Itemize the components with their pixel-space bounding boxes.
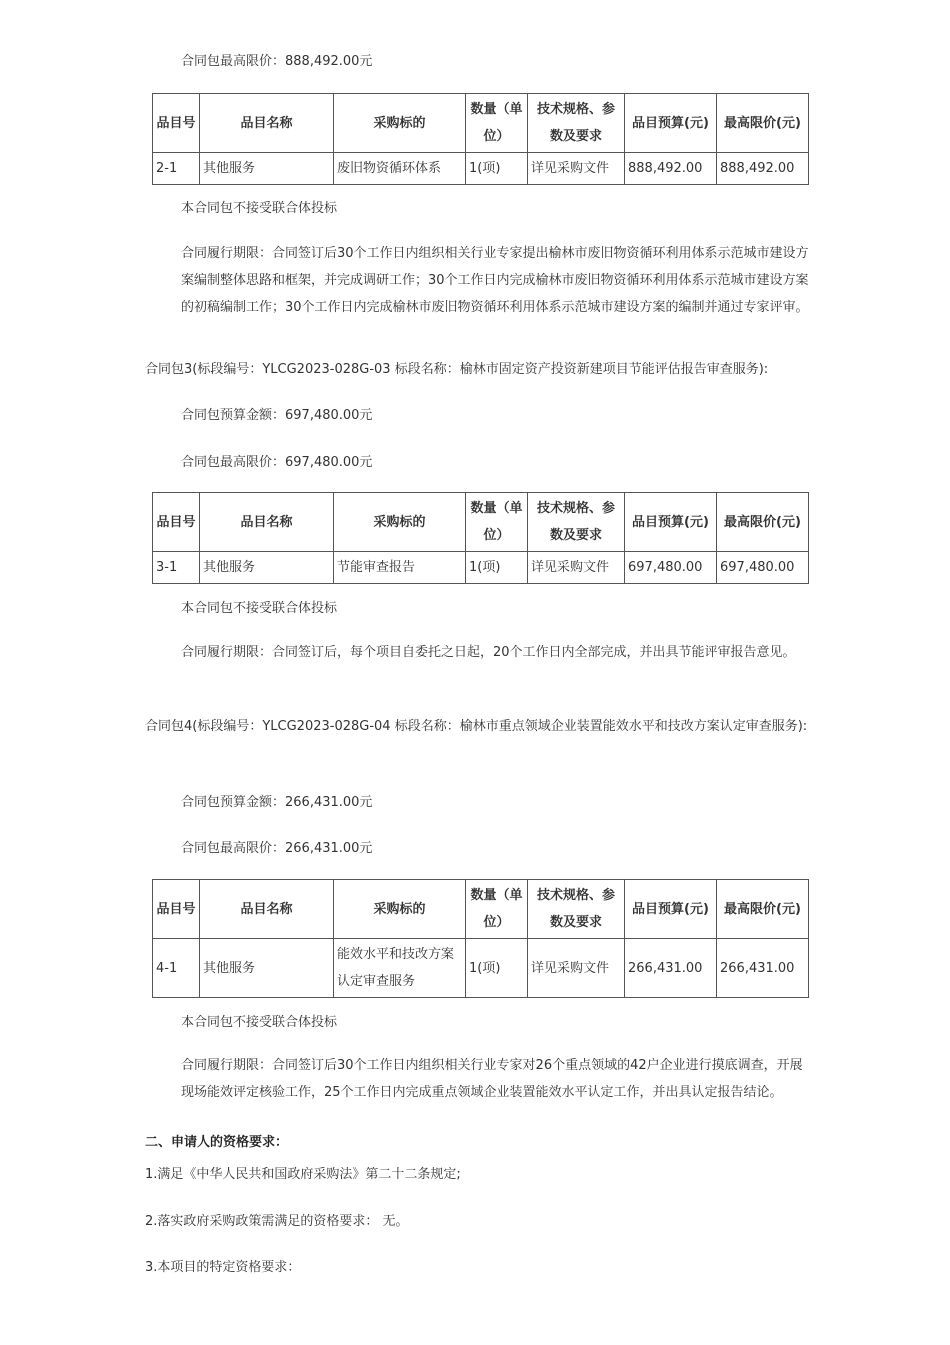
pkg4-period-text: 合同履行期限：合同签订后30个工作日内组织相关行业专家对26个重点领域的42户企业进行摸底调查，开展现场能效评定核验工作，25个工作日内完成重点领域企业装置能效水平认定工作，并出具认定报告结论。 (181, 1058, 803, 1100)
cell-item-name: 其他服务 (200, 939, 334, 998)
qualification-item-2: 2.落实政府采购政策需满足的资格要求： 无。 (145, 1214, 409, 1229)
table-row (153, 153, 809, 185)
table-header-row (153, 493, 809, 552)
pkg2-period-text: 合同履行期限：合同签订后30个工作日内组织相关行业专家提出榆林市废旧物资循环利用体系示范城市建设方案编制整体思路和框架，并完成调研工作；30个工作日内完成榆林市废旧物资循环利用体系示范城市建设方案的初稿编制工作；30个工作日内完成榆林市废旧物资循环利用体系示范城市建设方案的编制并通过专家评审。 (181, 246, 809, 315)
col-procure-target: 采购标的 (334, 493, 466, 552)
col-spec: 技术规格、参数及要求 (528, 493, 625, 552)
pkg3-no-consortium: 本合同包不接受联合体投标 (181, 601, 338, 616)
col-budget: 品目预算(元) (625, 880, 717, 939)
cell-spec: 详见采购文件 (528, 153, 625, 185)
cell-spec: 详见采购文件 (528, 552, 625, 584)
col-max-price: 最高限价(元) (717, 94, 809, 153)
col-spec: 技术规格、参数及要求 (528, 880, 625, 939)
col-item-name: 品目名称 (200, 94, 334, 153)
cell-item-name: 其他服务 (200, 153, 334, 185)
pkg3-max-price: 合同包最高限价：697,480.00元 (181, 455, 373, 470)
pkg3-contract-period (145, 639, 815, 666)
table-header-row (153, 880, 809, 939)
qualification-item-3: 3.本项目的特定资格要求： (145, 1260, 301, 1275)
cell-quantity: 1(项) (466, 153, 528, 185)
col-budget: 品目预算(元) (625, 94, 717, 153)
cell-quantity: 1(项) (466, 552, 528, 584)
col-item-no: 品目号 (153, 880, 200, 939)
pkg2-item-table (152, 93, 809, 185)
cell-item-name: 其他服务 (200, 552, 334, 584)
cell-item-no: 2-1 (153, 153, 200, 185)
table-row (153, 552, 809, 584)
pkg3-item-table (152, 492, 809, 584)
pkg4-budget: 合同包预算金额：266,431.00元 (181, 795, 373, 810)
pkg4-max-price: 合同包最高限价：266,431.00元 (181, 841, 373, 856)
pkg3-period-text: 合同履行期限：合同签订后，每个项目自委托之日起，20个工作日内全部完成，并出具节能评审报告意见。 (181, 645, 796, 660)
col-item-name: 品目名称 (200, 493, 334, 552)
cell-quantity: 1(项) (466, 939, 528, 998)
col-item-no: 品目号 (153, 94, 200, 153)
col-item-name: 品目名称 (200, 880, 334, 939)
pkg3-budget: 合同包预算金额：697,480.00元 (181, 408, 373, 423)
cell-max-price: 888,492.00 (717, 153, 809, 185)
col-procure-target: 采购标的 (334, 880, 466, 939)
cell-budget: 697,480.00 (625, 552, 717, 584)
cell-spec: 详见采购文件 (528, 939, 625, 998)
col-quantity: 数量（单位） (466, 880, 528, 939)
cell-item-no: 3-1 (153, 552, 200, 584)
col-procure-target: 采购标的 (334, 94, 466, 153)
cell-item-no: 4-1 (153, 939, 200, 998)
cell-max-price: 266,431.00 (717, 939, 809, 998)
pkg4-heading: 合同包4(标段编号：YLCG2023-028G-04 标段名称：榆林市重点领域企业装置能效水平和技改方案认定审查服务): (145, 719, 808, 734)
pkg4-item-table (152, 879, 809, 998)
cell-budget: 888,492.00 (625, 153, 717, 185)
cell-procure-target: 节能审查报告 (334, 552, 466, 584)
qualification-item-1: 1.满足《中华人民共和国政府采购法》第二十二条规定; (145, 1167, 461, 1182)
col-budget: 品目预算(元) (625, 493, 717, 552)
pkg2-max-price: 合同包最高限价：888,492.00元 (181, 54, 373, 69)
cell-max-price: 697,480.00 (717, 552, 809, 584)
pkg2-no-consortium: 本合同包不接受联合体投标 (181, 201, 338, 216)
cell-budget: 266,431.00 (625, 939, 717, 998)
cell-procure-target: 能效水平和技改方案认定审查服务 (334, 939, 466, 998)
col-item-no: 品目号 (153, 493, 200, 552)
table-header-row (153, 94, 809, 153)
col-quantity: 数量（单位） (466, 493, 528, 552)
col-spec: 技术规格、参数及要求 (528, 94, 625, 153)
col-quantity: 数量（单位） (466, 94, 528, 153)
cell-procure-target: 废旧物资循环体系 (334, 153, 466, 185)
pkg3-heading: 合同包3(标段编号：YLCG2023-028G-03 标段名称：榆林市固定资产投资新建项目节能评估报告审查服务): (145, 362, 769, 377)
col-max-price: 最高限价(元) (717, 493, 809, 552)
col-max-price: 最高限价(元) (717, 880, 809, 939)
table-row (153, 939, 809, 998)
section2-title: 二、申请人的资格要求： (145, 1135, 289, 1150)
pkg2-contract-period (145, 240, 815, 321)
pkg4-no-consortium: 本合同包不接受联合体投标 (181, 1015, 338, 1030)
pkg4-contract-period (145, 1052, 815, 1106)
